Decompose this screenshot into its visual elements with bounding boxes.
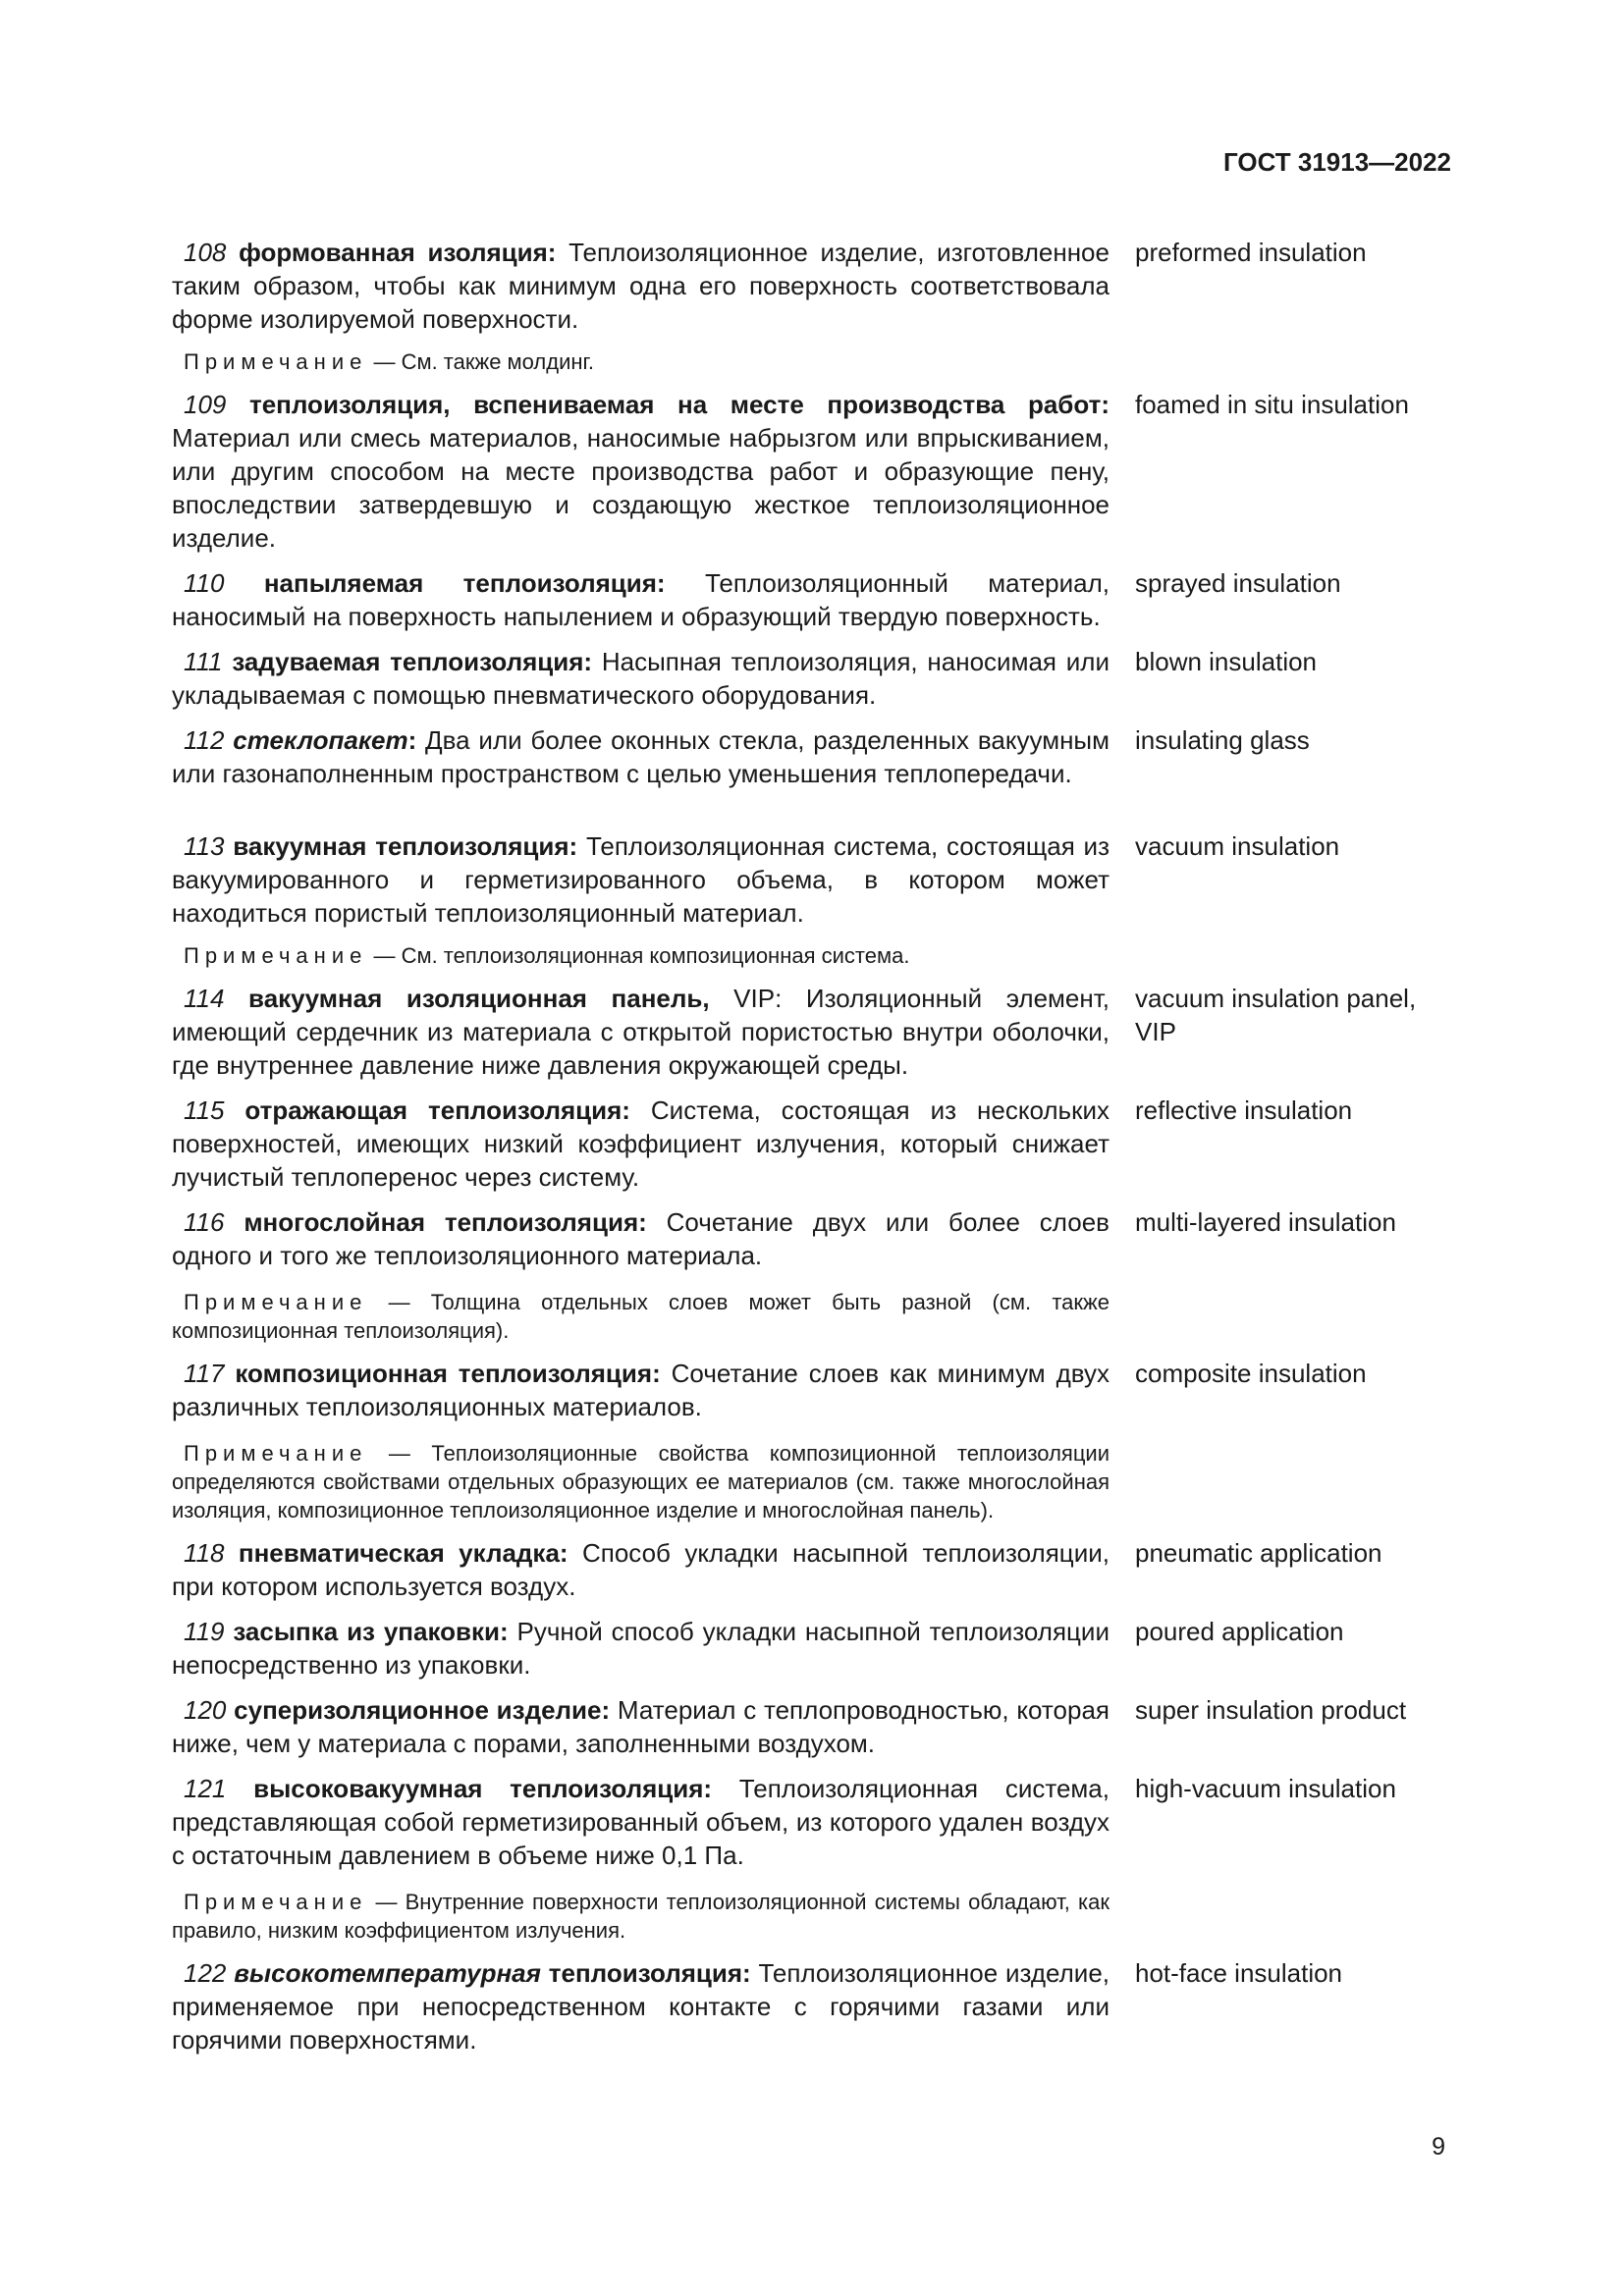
term-ru (172, 829, 1110, 930)
term-english: poured application (1135, 1617, 1344, 1646)
term-definition: Два или более оконных стекла, разделенных вакуумным или газонаполненным пространством с целью уменьшения теплопередачи. (172, 725, 1110, 788)
term-number: 119 (184, 1617, 225, 1646)
term-ru (172, 1094, 1110, 1194)
term-name: засыпка из упаковки: (233, 1617, 509, 1646)
term-english: high-vacuum insulation (1135, 1774, 1396, 1803)
term-number: 110 (184, 568, 225, 598)
note (172, 1888, 1110, 1945)
note-text: — См. также молдинг. (367, 349, 594, 374)
term-english: vacuum insulation panel, VIP (1135, 984, 1417, 1046)
note-label: Примечание (184, 1290, 368, 1314)
term-ru (172, 1615, 1110, 1682)
term-english: reflective insulation (1135, 1095, 1353, 1125)
term-ru (172, 1693, 1110, 1760)
term-definition: Система, состоящая из нескольких поверхностей, имеющих низкий коэффициент излучения, который снижает лучистый теплоперенос через систему. (172, 1095, 1110, 1192)
term-english: vacuum insulation (1135, 831, 1340, 861)
term-english: super insulation product (1135, 1695, 1407, 1725)
term-ru (172, 1956, 1110, 2056)
term-name: напыляемая теплоизоляция: (263, 568, 666, 598)
term-entry-108 (172, 236, 1451, 336)
note-label: Примечание (184, 1441, 368, 1466)
term-name: отражающая теплоизоляция: (244, 1095, 630, 1125)
term-entry-118 (172, 1536, 1451, 1603)
term-english: blown insulation (1135, 647, 1318, 676)
page-number: 9 (1432, 2133, 1445, 2161)
term-definition: Сочетание слоев как минимум двух различных теплоизоляционных материалов. (172, 1359, 1110, 1421)
term-name: суперизоляционное изделие: (234, 1695, 611, 1725)
term-entry-121 (172, 1772, 1451, 1872)
term-number: 115 (184, 1095, 225, 1125)
term-number: 113 (184, 831, 225, 861)
term-english: pneumatic application (1135, 1538, 1382, 1568)
term-definition: Ручной способ укладки насыпной теплоизоляции непосредственно из упаковки. (172, 1617, 1110, 1680)
term-definition: Теплоизоляционная система, состоящая из вакуумированного и герметизированного объема, в котором может находиться пористый теплоизоляционный материал. (172, 831, 1110, 928)
term-number: 116 (184, 1207, 225, 1237)
term-definition: Способ укладки насыпной теплоизоляции, при котором используется воздух. (172, 1538, 1110, 1601)
term-entry-116 (172, 1205, 1451, 1272)
term-name: стеклопакет (233, 725, 408, 755)
term-entry-112 (172, 723, 1451, 790)
term-number: 109 (184, 390, 227, 419)
note-label: Примечание (184, 349, 368, 374)
term-entry-110 (172, 566, 1451, 633)
term-number: 121 (184, 1774, 227, 1803)
term-english: preformed insulation (1135, 238, 1367, 267)
term-name: теплоизоляция, вспениваемая на месте производства работ: (248, 390, 1110, 419)
term-number: 117 (184, 1359, 225, 1388)
term-name: теплоизоляция: (540, 1958, 751, 1988)
term-english: insulating glass (1135, 725, 1310, 755)
term-colon: : (407, 725, 417, 755)
note-text: — Внутренние поверхности теплоизоляционной системы обладают, как правило, низким коэффициентом излучения. (172, 1890, 1110, 1943)
note (172, 347, 1110, 376)
term-entry-115 (172, 1094, 1451, 1194)
term-ru (172, 982, 1110, 1082)
term-name: пневматическая укладка: (238, 1538, 568, 1568)
term-name: вакуумная изоляционная панель, (248, 984, 710, 1013)
term-number: 108 (184, 238, 227, 267)
term-entry-113 (172, 829, 1451, 930)
term-definition: Теплоизоляционное изделие, изготовленное таким образом, чтобы как минимум одна его поверхность соответствовала форме изолируемой поверхности. (172, 238, 1110, 334)
term-definition: Сочетание двух или более слоев одного и того же теплоизоляционного материала. (172, 1207, 1110, 1270)
term-english: multi-layered insulation (1135, 1207, 1396, 1237)
note-text: — Толщина отдельных слоев может быть разной (см. также композиционная теплоизоляция). (172, 1290, 1110, 1343)
term-ru (172, 1205, 1110, 1272)
note-label: Примечание (184, 1890, 368, 1914)
term-entry-119 (172, 1615, 1451, 1682)
term-entry-122 (172, 1956, 1451, 2056)
term-number: 120 (184, 1695, 227, 1725)
term-ru (172, 1357, 1110, 1423)
term-entry-117 (172, 1357, 1451, 1423)
term-ru (172, 1772, 1110, 1872)
term-english: composite insulation (1135, 1359, 1367, 1388)
term-entry-120 (172, 1693, 1451, 1760)
note (172, 1439, 1110, 1524)
term-number: 112 (184, 725, 225, 755)
document-header: ГОСТ 31913—2022 (1223, 147, 1451, 177)
term-number: 118 (184, 1538, 225, 1568)
term-definition: Материал с теплопроводностью, которая ниже, чем у материала с порами, заполненными воздухом. (172, 1695, 1110, 1758)
terms-list (172, 236, 1451, 2056)
term-definition: Насыпная теплоизоляция, наносимая или укладываемая с помощью пневматического оборудования. (172, 647, 1110, 710)
note-label: Примечание (184, 943, 368, 968)
term-name-italic: высокотемпературная (234, 1958, 541, 1988)
note (172, 941, 1110, 970)
term-name: высоковакуумная теплоизоляция: (253, 1774, 713, 1803)
term-ru (172, 1536, 1110, 1603)
term-definition: Теплоизоляционная система, представляющая собой герметизированный объем, из которого удален воздух с остаточным давлением в объеме ниже 0,1 Па. (172, 1774, 1110, 1870)
term-definition: Материал или смесь материалов, наносимые набрызгом или впрыскиванием, или другим способом на месте производства работ и образующие пену, впоследствии затвердевшую и создающую жесткое теплоизоляционное изделие. (172, 423, 1110, 553)
term-definition: Теплоизоляционное изделие, применяемое при непосредственном контакте с горячими газами или горячими поверхностями. (172, 1958, 1110, 2055)
term-definition: VIP: Изоляционный элемент, имеющий сердечник из материала с открытой пористостью внутри оболочки, где внутреннее давление ниже давления окружающей среды. (172, 984, 1110, 1080)
note-text: — См. теплоизоляционная композиционная система. (367, 943, 910, 968)
term-entry-109 (172, 388, 1451, 555)
term-english: sprayed insulation (1135, 568, 1341, 598)
term-ru (172, 723, 1110, 790)
term-entry-111 (172, 645, 1451, 712)
term-english: hot-face insulation (1135, 1958, 1343, 1988)
term-english: foamed in situ insulation (1135, 390, 1409, 419)
term-name: задуваемая теплоизоляция: (232, 647, 593, 676)
term-number: 111 (184, 647, 223, 676)
note (172, 1288, 1110, 1345)
term-name: многослойная теплоизоляция: (244, 1207, 647, 1237)
term-ru (172, 388, 1110, 555)
term-definition: Теплоизоляционный материал, наносимый на поверхность напылением и образующий твердую поверхность. (172, 568, 1110, 631)
term-ru (172, 236, 1110, 336)
term-number: 122 (184, 1958, 227, 1988)
term-ru (172, 566, 1110, 633)
term-name: композиционная теплоизоляция: (235, 1359, 661, 1388)
term-name: вакуумная теплоизоляция: (233, 831, 578, 861)
term-number: 114 (184, 984, 225, 1013)
term-name: формованная изоляция: (239, 238, 557, 267)
note-text: — Теплоизоляционные свойства композиционной теплоизоляции определяются свойствами отдельных образующих ее материалов (см. также многослойная изоляция, композиционное теплоизоляционное изделие и многослойная панель). (172, 1441, 1110, 1522)
term-entry-114 (172, 982, 1451, 1082)
term-ru (172, 645, 1110, 712)
